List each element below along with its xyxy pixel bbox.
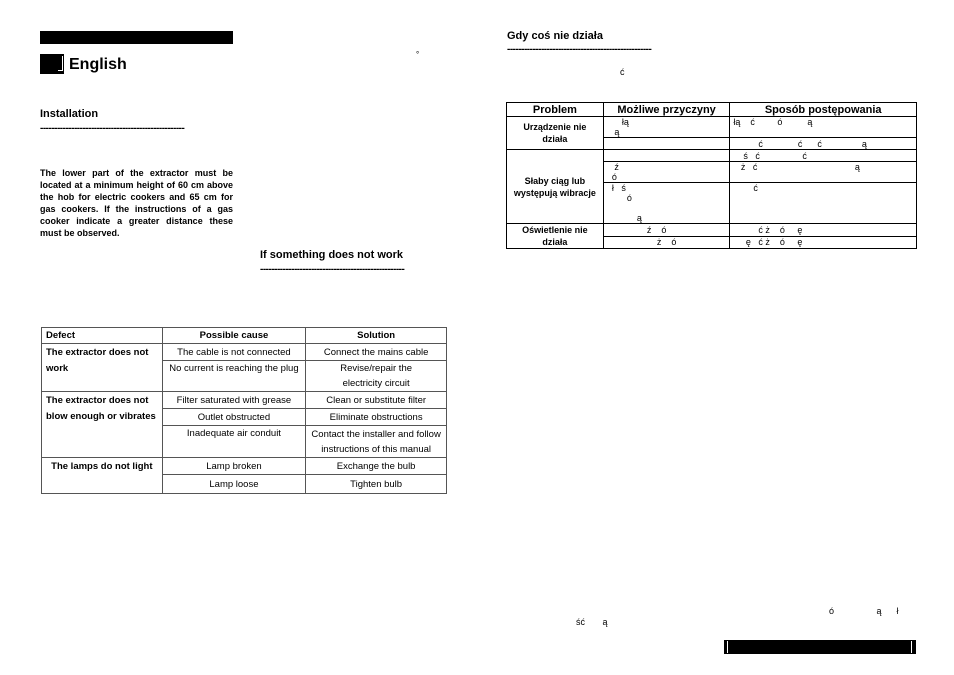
cause-cell [603,138,730,150]
defect-cell: The extractor does not blow enough or vibrates [42,392,163,458]
solution-cell: ć ć ć ą [730,138,917,150]
pl-troubleshooting-rule: --------------------------------------------------- [507,44,652,55]
pl-bottom-fragment-1: ó ą ł [829,606,899,616]
troubleshooting-rule: --------------------------------------------------- [260,264,405,275]
header-defect: Defect [42,328,163,344]
cause-cell [603,150,730,162]
troubleshooting-table-en [41,327,447,494]
bottom-bar-start-tick [727,641,728,653]
defect-cell: The extractor does not work [42,344,163,392]
cause-cell: Lamp loose [162,475,306,494]
language-title: English [69,56,127,73]
solution-cell: Revise/repair the electricity circuit [306,361,447,392]
installation-heading: Installation [40,108,99,120]
installation-rule: --------------------------------------------------- [40,123,185,134]
solution-cell: ę ć ż ó ę [730,236,917,249]
table-header-row [507,103,917,117]
solution-cell: ż ć ą [730,162,917,183]
flag-box-inner-line [58,56,63,71]
cause-cell: ź ó [603,224,730,237]
cause-cell: Inadequate air conduit [162,426,306,458]
bottom-black-bar [724,640,916,654]
bottom-bar-end-tick [911,641,912,653]
table-row [507,150,917,162]
solution-cell: Exchange the bulb [306,458,447,475]
solution-cell: ć [730,183,917,224]
pl-bottom-fragment-2: ść ą [576,617,608,627]
problem-cell: Urządzenie nie działa [507,117,604,150]
header-possible-causes: Możliwe przyczyny [603,103,730,117]
header-possible-cause: Possible cause [162,328,306,344]
troubleshooting-heading: If something does not work [260,249,404,261]
pl-intro-fragment: ć [620,67,625,77]
pl-troubleshooting-heading: Gdy coś nie działa [507,30,603,42]
solution-cell: ć ż ó ę [730,224,917,237]
top-bar-end-tick [232,31,233,44]
table-row [42,458,447,475]
solution-cell: łą ć ó ą [730,117,917,138]
cause-cell: ż ó [603,236,730,249]
table-row [507,117,917,138]
troubleshooting-table-pl [506,102,917,249]
header-procedure: Sposób postępowania [730,103,917,117]
solution-cell: Clean or substitute filter [306,392,447,409]
table-row [507,224,917,237]
solution-cell: Contact the installer and follow instructions of this manual [306,426,447,458]
solution-cell: Eliminate obstructions [306,409,447,426]
cause-cell: łą ą [603,117,730,138]
table-header-row [42,328,447,344]
installation-text: The lower part of the extractor must be located at a minimum height of 60 cm above the hob for electric cookers and 65 cm for gas cookers. If the instructions of a gas cooker indicate a greater distance these must be observed. [40,168,233,238]
solution-cell: Tighten bulb [306,475,447,494]
header-solution: Solution [306,328,447,344]
problem-cell: Słaby ciąg lub występują wibracje [507,150,604,224]
cause-cell: Lamp broken [162,458,306,475]
cause-cell: ź ó [603,162,730,183]
top-black-bar [40,31,232,44]
problem-cell: Oświetlenie nie działa [507,224,604,249]
table-row [42,392,447,409]
defect-cell: The lamps do not light [42,458,163,494]
cause-cell: The cable is not connected [162,344,306,361]
cause-cell: ł ś ó ą [603,183,730,224]
solution-cell: ś ć ć [730,150,917,162]
table-row [42,344,447,361]
cause-cell: Filter saturated with grease [162,392,306,409]
header-problem: Problem [507,103,604,117]
cause-cell: No current is reaching the plug [162,361,306,392]
cause-cell: Outlet obstructed [162,409,306,426]
solution-cell: Connect the mains cable [306,344,447,361]
degree-mark: ° [416,50,420,59]
